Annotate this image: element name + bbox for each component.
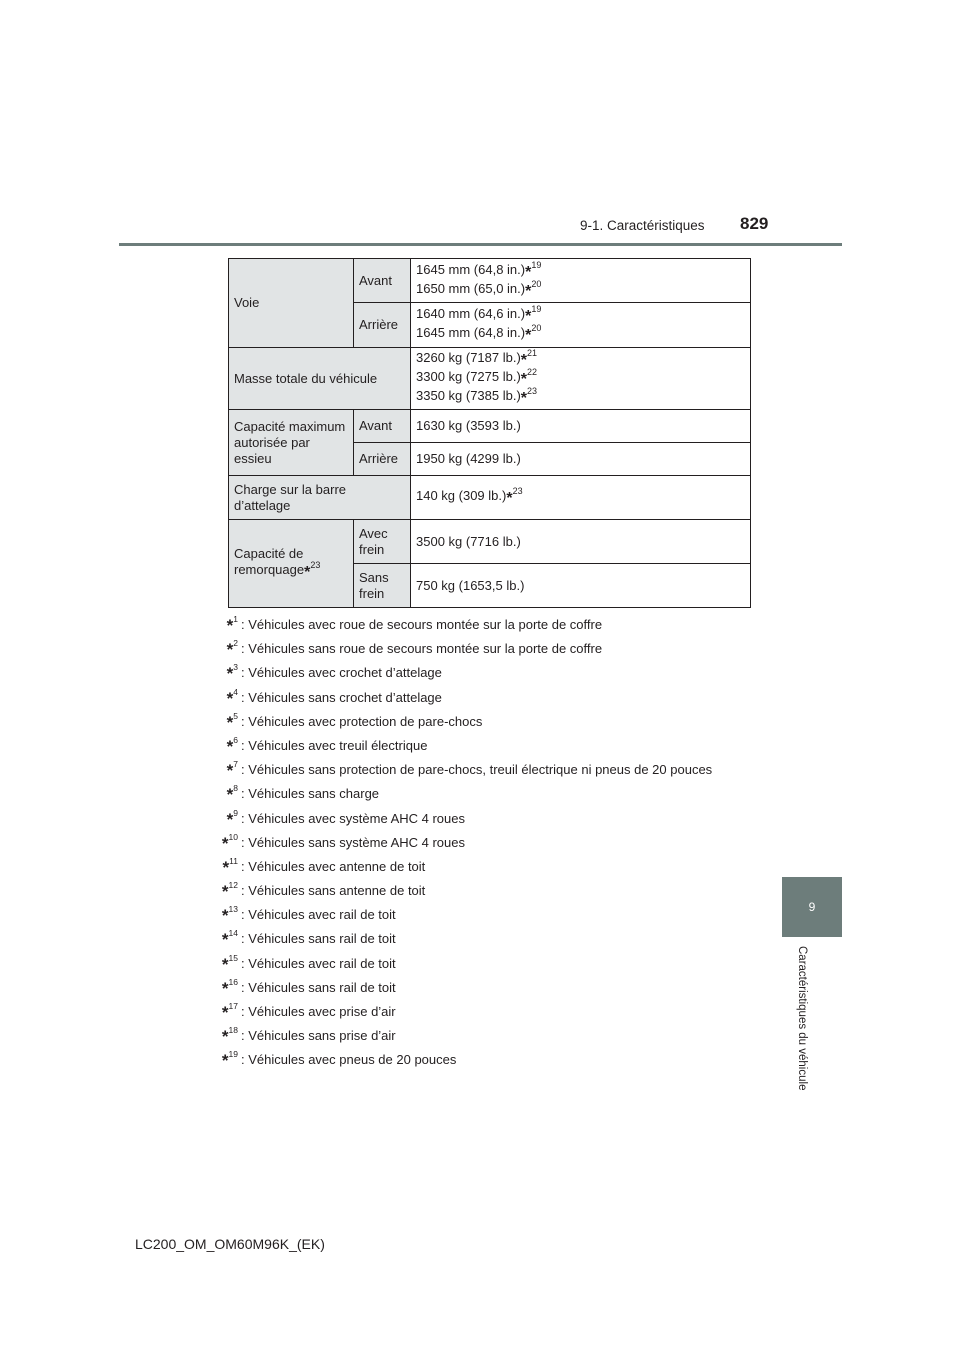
voie-arriere-label: Arrière	[354, 303, 411, 348]
footnote-text: : Véhicules sans rail de toit	[241, 931, 396, 947]
footnote-star: *	[221, 930, 229, 950]
footnote-text: : Véhicules avec rail de toit	[241, 907, 396, 923]
footnote-marker	[208, 783, 238, 806]
footnote-item	[208, 687, 768, 711]
footnote-marker	[208, 928, 238, 951]
footnote-item	[208, 856, 768, 880]
footnote-item	[208, 977, 768, 1001]
footnote-marker	[208, 711, 238, 734]
footnote-marker	[208, 662, 238, 685]
footnote-text: : Véhicules sans crochet d’attelage	[241, 689, 442, 705]
footnote-marker	[208, 614, 238, 637]
footnote-marker	[208, 880, 238, 903]
footnote-text: : Véhicules sans prise d’air	[241, 1028, 396, 1044]
masse-line2: 3300 kg (7275 lb.)	[416, 369, 521, 384]
footnote-ref: 19	[531, 259, 542, 270]
footnote-number: 7	[233, 759, 238, 770]
footnote-ref: 19	[531, 304, 542, 314]
footnote-star: *	[226, 688, 234, 708]
essieu-avant-value: 1630 kg (3593 lb.)	[411, 410, 751, 443]
essieu-avant-label: Avant	[354, 410, 411, 443]
footnote-marker	[208, 904, 238, 927]
footnote-star: *	[222, 857, 230, 877]
voie-avant-line2: 1650 mm (65,0 in.)	[416, 280, 526, 296]
footnotes	[208, 614, 768, 1074]
footnote-star: *	[221, 1051, 229, 1071]
footnote-marker	[208, 1049, 238, 1072]
footnote-star: *	[226, 616, 234, 635]
footnote-number: 1	[233, 614, 238, 624]
footnote-star: *	[221, 954, 229, 974]
section-title: 9-1. Caractéristiques	[580, 218, 705, 233]
footnote-star: *	[304, 564, 311, 581]
footnote-number: 15	[228, 952, 238, 963]
footnote-text: : Véhicules avec antenne de toit	[241, 858, 426, 874]
footnote-text: : Véhicules sans charge	[241, 786, 380, 802]
footnote-star: *	[520, 371, 528, 388]
footnote-item	[208, 880, 768, 904]
charge-attelage-value	[411, 476, 751, 520]
footnote-star: *	[221, 906, 229, 926]
masse-line3: 3350 kg (7385 lb.)	[416, 388, 521, 403]
footnote-text: : Véhicules avec système AHC 4 roues	[241, 810, 465, 826]
footnote-star: *	[221, 882, 229, 902]
footnote-item	[208, 759, 768, 783]
footnote-item	[208, 1001, 768, 1025]
footnote-text: : Véhicules sans protection de pare-chocs, treuil électrique ni pneus de 20 pouces	[241, 762, 713, 778]
table-row	[229, 520, 751, 564]
spec-table	[228, 258, 751, 608]
footnote-star: *	[221, 1003, 229, 1022]
footnote-number: 11	[229, 855, 238, 866]
voie-avant-line1: 1645 mm (64,8 in.)	[416, 261, 526, 277]
footnote-ref: 23	[512, 486, 523, 496]
masse-line1: 3260 kg (7187 lb.)	[416, 350, 521, 365]
footnote-marker	[208, 759, 238, 782]
charge-attelage-label: Charge sur la barre d’attelage	[229, 476, 411, 520]
footnote-star: *	[525, 282, 532, 300]
footnote-item	[208, 735, 768, 759]
footnote-number: 9	[233, 807, 238, 818]
voie-arriere-line2: 1645 mm (64,8 in.)	[416, 325, 526, 340]
footnote-marker	[208, 977, 238, 1000]
table-row	[229, 410, 751, 443]
chapter-number: 9	[808, 900, 816, 914]
footnote-star: *	[221, 978, 229, 998]
avec-frein-value: 3500 kg (7716 lb.)	[411, 520, 751, 564]
footnote-text: : Véhicules avec crochet d’attelage	[241, 665, 442, 681]
avec-frein-label: Avec frein	[354, 520, 411, 564]
footnote-star: *	[525, 327, 532, 344]
capacite-essieu-label: Capacité maximum autorisée par essieu	[229, 410, 354, 476]
footnote-item	[208, 953, 768, 977]
remorquage-label-text: Capacité de remorquage	[234, 546, 305, 577]
voie-arriere-line1: 1640 mm (64,6 in.)	[416, 306, 526, 321]
footnote-number: 10	[228, 831, 238, 842]
voie-label: Voie	[229, 259, 354, 348]
voie-avant-label: Avant	[354, 259, 411, 303]
header-divider	[119, 243, 842, 246]
footnote-item	[208, 711, 768, 735]
charge-attelage-text: 140 kg (309 lb.)	[416, 488, 507, 503]
footnote-number: 5	[233, 710, 238, 721]
footnote-ref: 21	[527, 348, 538, 358]
footnote-text: : Véhicules avec roue de secours montée sur la porte de coffre	[241, 617, 603, 632]
footnote-star: *	[226, 736, 234, 756]
footnote-star: *	[506, 490, 513, 507]
footnote-star: *	[520, 352, 528, 369]
footnote-marker	[208, 856, 238, 879]
footnote-number: 8	[233, 783, 238, 794]
footnote-number: 6	[233, 734, 238, 745]
footnote-text: : Véhicules sans rail de toit	[241, 979, 396, 995]
footnote-item	[208, 638, 768, 662]
footnote-number: 2	[233, 638, 238, 649]
footnote-item	[208, 808, 768, 832]
voie-arriere-value	[411, 303, 751, 348]
footnote-star: *	[226, 809, 234, 829]
footnote-marker	[208, 735, 238, 758]
footnote-number: 13	[228, 904, 238, 915]
footnote-star: *	[226, 785, 234, 805]
footnote-marker	[208, 1025, 238, 1048]
footnote-text: : Véhicules sans antenne de toit	[241, 883, 426, 899]
footnote-item	[208, 662, 768, 686]
footnote-number: 3	[233, 662, 238, 673]
footnote-text: : Véhicules avec treuil électrique	[241, 737, 428, 753]
footnote-star: *	[226, 640, 234, 660]
masse-value	[411, 348, 751, 410]
remorquage-label	[229, 520, 354, 608]
footnote-item	[208, 1025, 768, 1049]
footnote-star: *	[221, 833, 229, 853]
footnote-text: : Véhicules sans système AHC 4 roues	[241, 834, 465, 850]
footnote-number: 18	[228, 1025, 238, 1036]
footnote-star: *	[226, 761, 234, 781]
footnote-star: *	[221, 1027, 229, 1047]
footnote-star: *	[525, 308, 532, 325]
footnote-star: *	[226, 712, 234, 732]
footnote-number: 14	[228, 928, 238, 939]
footnote-ref: 23	[527, 386, 538, 396]
table-row	[229, 476, 751, 520]
footnote-ref: 20	[531, 323, 542, 333]
footnote-item	[208, 832, 768, 856]
table-row	[229, 348, 751, 410]
footnote-marker	[208, 638, 238, 661]
footnote-item	[208, 783, 768, 807]
footnote-number: 12	[228, 880, 238, 891]
footnote-ref: 22	[527, 367, 538, 377]
footnote-item	[208, 904, 768, 928]
essieu-arriere-value: 1950 kg (4299 lb.)	[411, 443, 751, 476]
footnote-star: *	[525, 263, 532, 281]
footnote-star: *	[520, 390, 528, 407]
document-code: LC200_OM_OM60M96K_(EK)	[135, 1236, 325, 1252]
footnote-item	[208, 928, 768, 952]
footnote-number: 16	[228, 976, 238, 987]
footnote-text: : Véhicules sans roue de secours montée sur la porte de coffre	[241, 641, 603, 657]
footnote-marker	[208, 808, 238, 831]
page-number: 829	[740, 214, 769, 233]
chapter-label-text: Caractéristiques du véhicule	[796, 946, 808, 1091]
footnote-number: 4	[233, 686, 238, 697]
footnote-marker	[208, 953, 238, 976]
footnote-text: : Véhicules avec protection de pare-chocs	[241, 713, 483, 729]
chapter-label	[795, 946, 809, 1116]
chapter-tab[interactable]	[782, 877, 842, 937]
footnote-marker	[208, 1001, 238, 1024]
footnote-ref: 20	[531, 278, 542, 289]
table-row	[229, 259, 751, 303]
footnote-number: 17	[228, 1001, 238, 1011]
masse-label: Masse totale du véhicule	[229, 348, 411, 410]
sans-frein-value: 750 kg (1653,5 lb.)	[411, 564, 751, 608]
essieu-arriere-label: Arrière	[354, 443, 411, 476]
footnote-item	[208, 1049, 768, 1073]
footnote-text: : Véhicules avec pneus de 20 pouces	[241, 1052, 457, 1068]
footnote-marker	[208, 687, 238, 710]
sans-frein-label: Sans frein	[354, 564, 411, 608]
footnote-item	[208, 614, 768, 638]
footnote-text: : Véhicules avec rail de toit	[241, 955, 396, 971]
footnote-star: *	[226, 664, 234, 684]
voie-avant-value	[411, 259, 751, 303]
footnote-marker	[208, 832, 238, 855]
footnote-number: 19	[228, 1049, 238, 1060]
footnote-text: : Véhicules avec prise d’air	[241, 1004, 396, 1019]
footnote-ref: 23	[310, 560, 321, 570]
